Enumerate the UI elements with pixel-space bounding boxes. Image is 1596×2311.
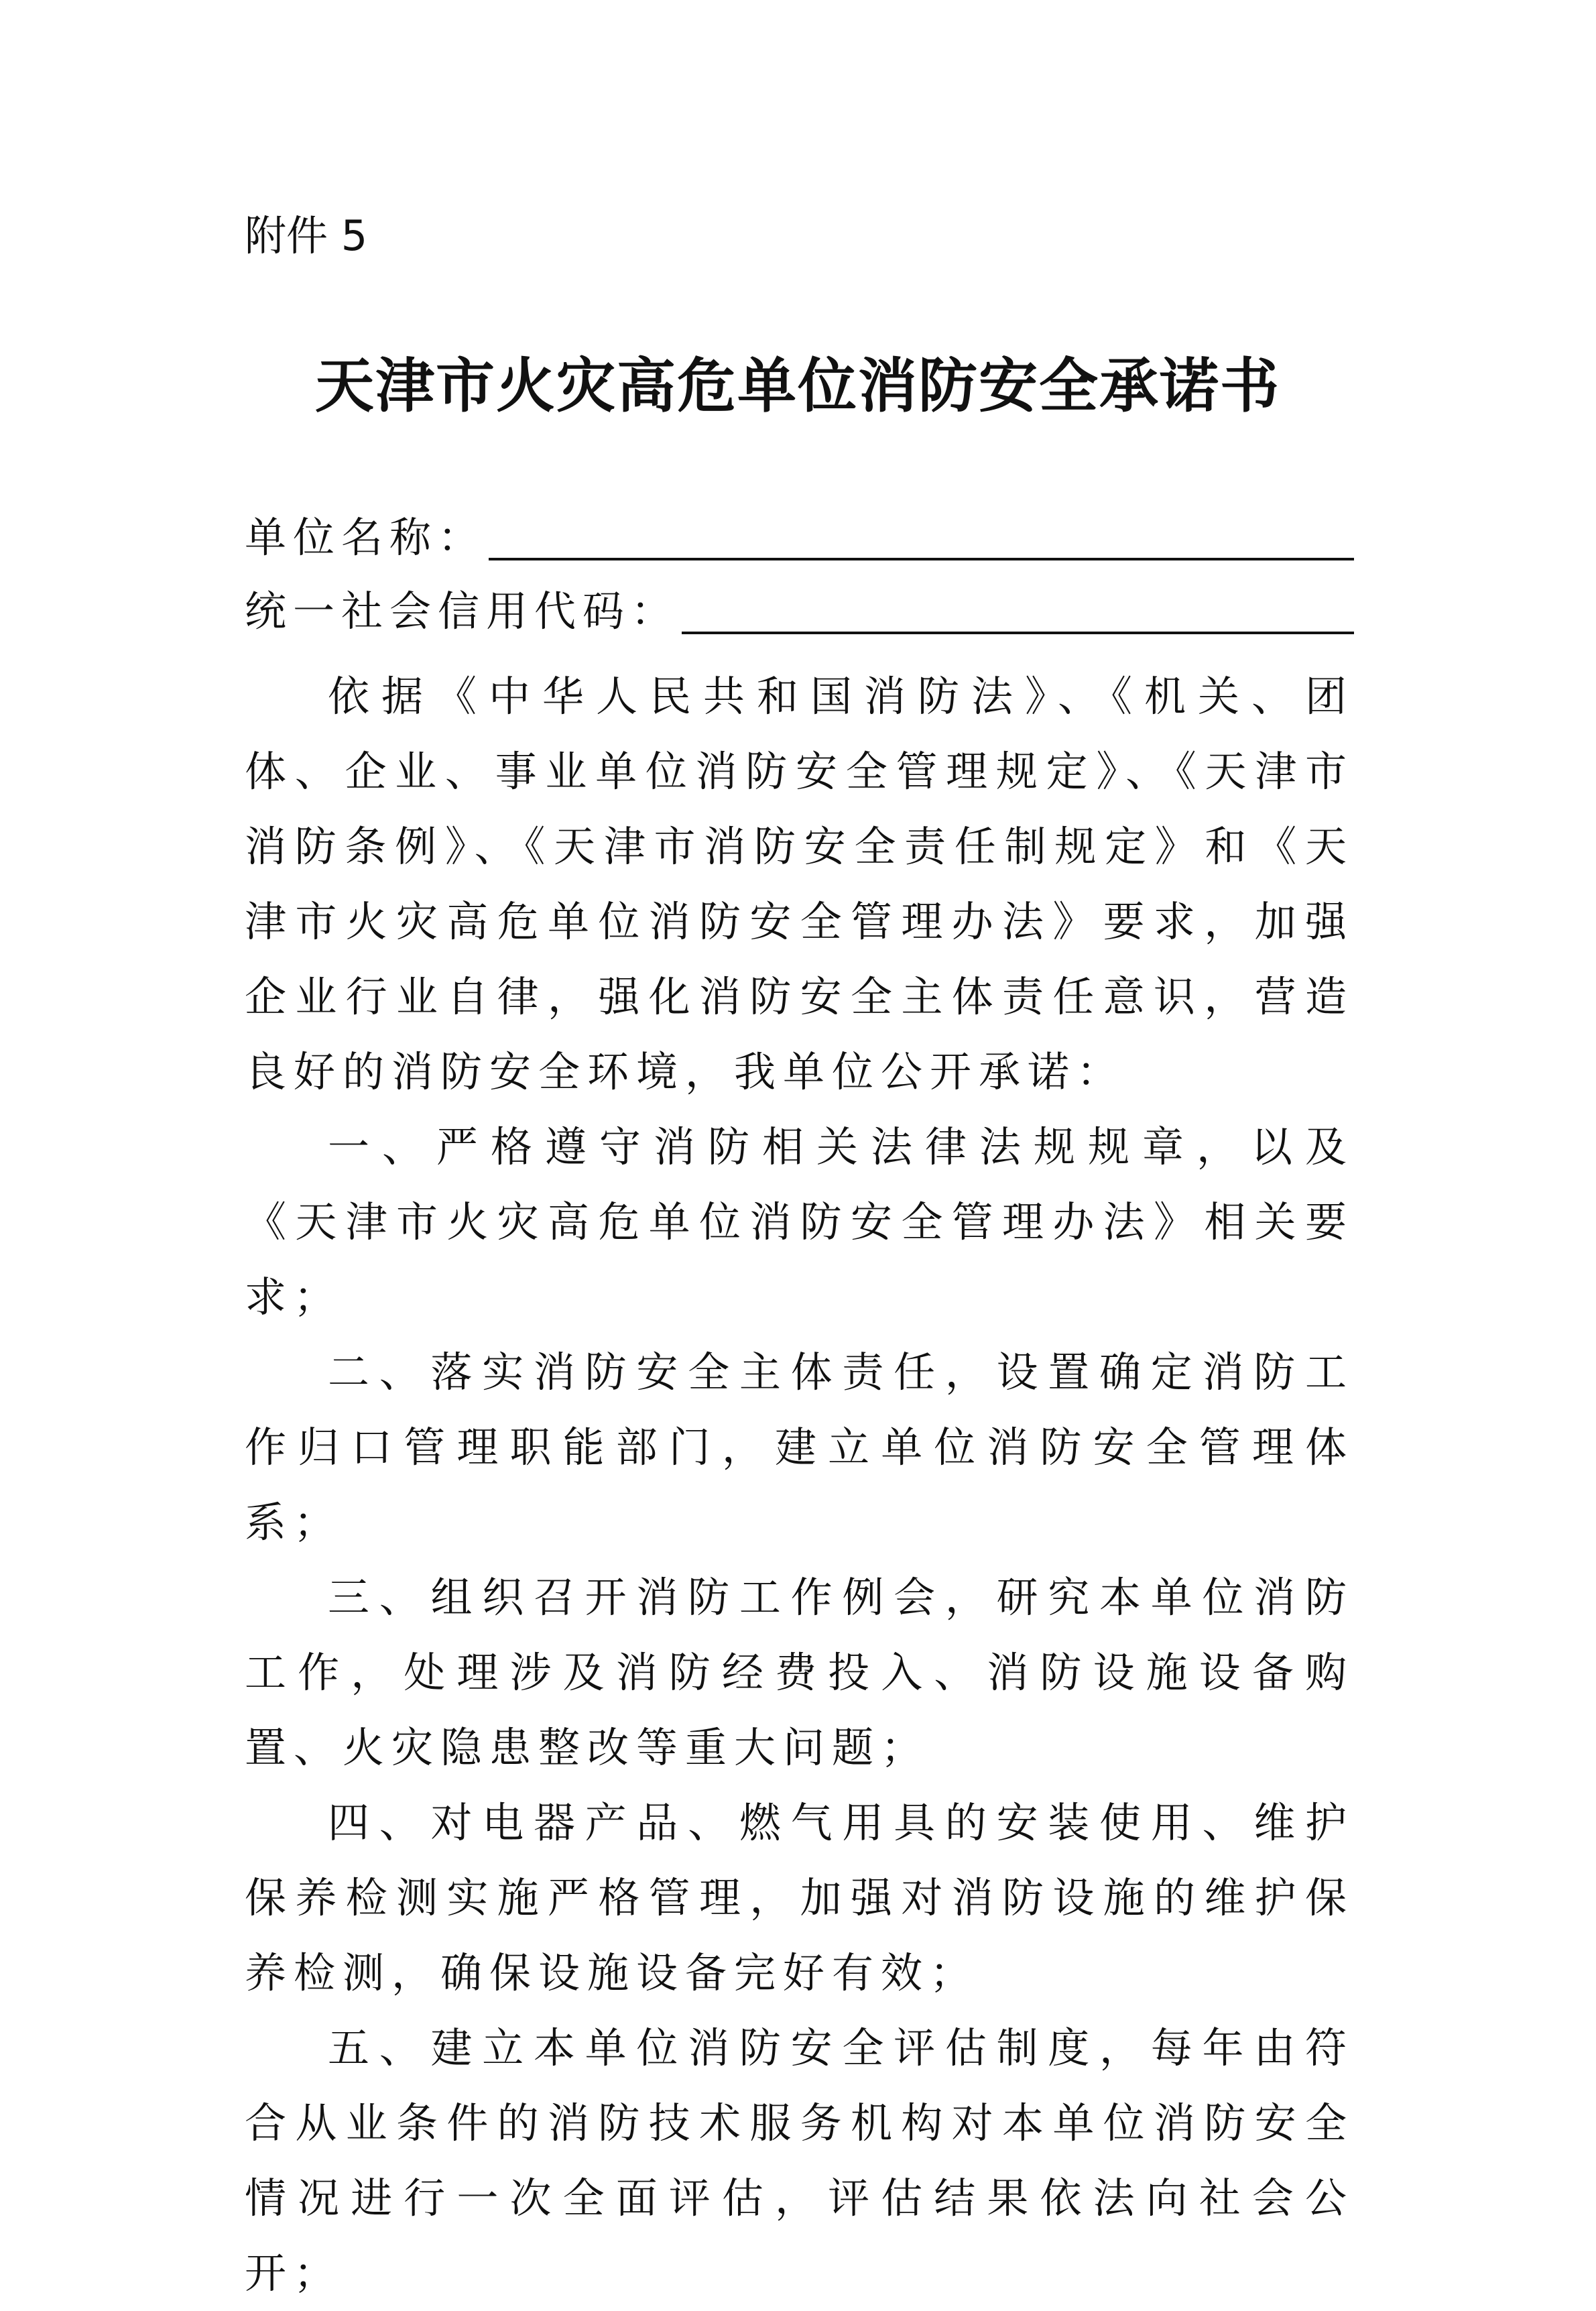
attachment-label: 附件 5 xyxy=(245,211,368,260)
commitment-item-2: 二、落实消防安全主体责任，设置确定消防工作归口管理职能部门，建立单位消防安全管理体系； xyxy=(245,1348,1354,1547)
credit-code-field xyxy=(245,585,1354,638)
commitment-item-1: 一、严格遵守消防相关法律法规规章，以及《天津市火灾高危单位消防安全管理办法》相关要求； xyxy=(245,1122,1354,1321)
credit-code-label: 统一社会信用代码： xyxy=(245,587,680,636)
document-title: 天津市火灾高危单位消防安全承诺书 xyxy=(314,351,1280,420)
unit-name-field xyxy=(245,511,1354,565)
unit-name-label: 单位名称： xyxy=(245,513,487,562)
credit-code-blank-line xyxy=(682,632,1354,634)
intro-paragraph: 依据《中华人民共和国消防法》、《机关、团体、企业、事业单位消防安全管理规定》、《天津市消防条例》、《天津市消防安全责任制规定》和《天津市火灾高危单位消防安全管理办法》要求，加强企业行业自律，强化消防安全主体责任意识，营造良好的消防安全环境，我单位公开承诺： xyxy=(245,672,1354,1096)
document-body xyxy=(245,659,1354,2311)
commitment-item-3: 三、组织召开消防工作例会，研究本单位消防工作，处理涉及消防经费投入、消防设施设备购置、火灾隐患整改等重大问题； xyxy=(245,1573,1354,1772)
unit-name-blank-line xyxy=(489,558,1354,560)
commitment-item-5: 五、建立本单位消防安全评估制度，每年由符合从业条件的消防技术服务机构对本单位消防安全情况进行一次全面评估，评估结果依法向社会公开； xyxy=(245,2023,1354,2298)
commitment-item-4: 四、对电器产品、燃气用具的安装使用、维护保养检测实施严格管理，加强对消防设施的维护保养检测，确保设施设备完好有效； xyxy=(245,1798,1354,1997)
